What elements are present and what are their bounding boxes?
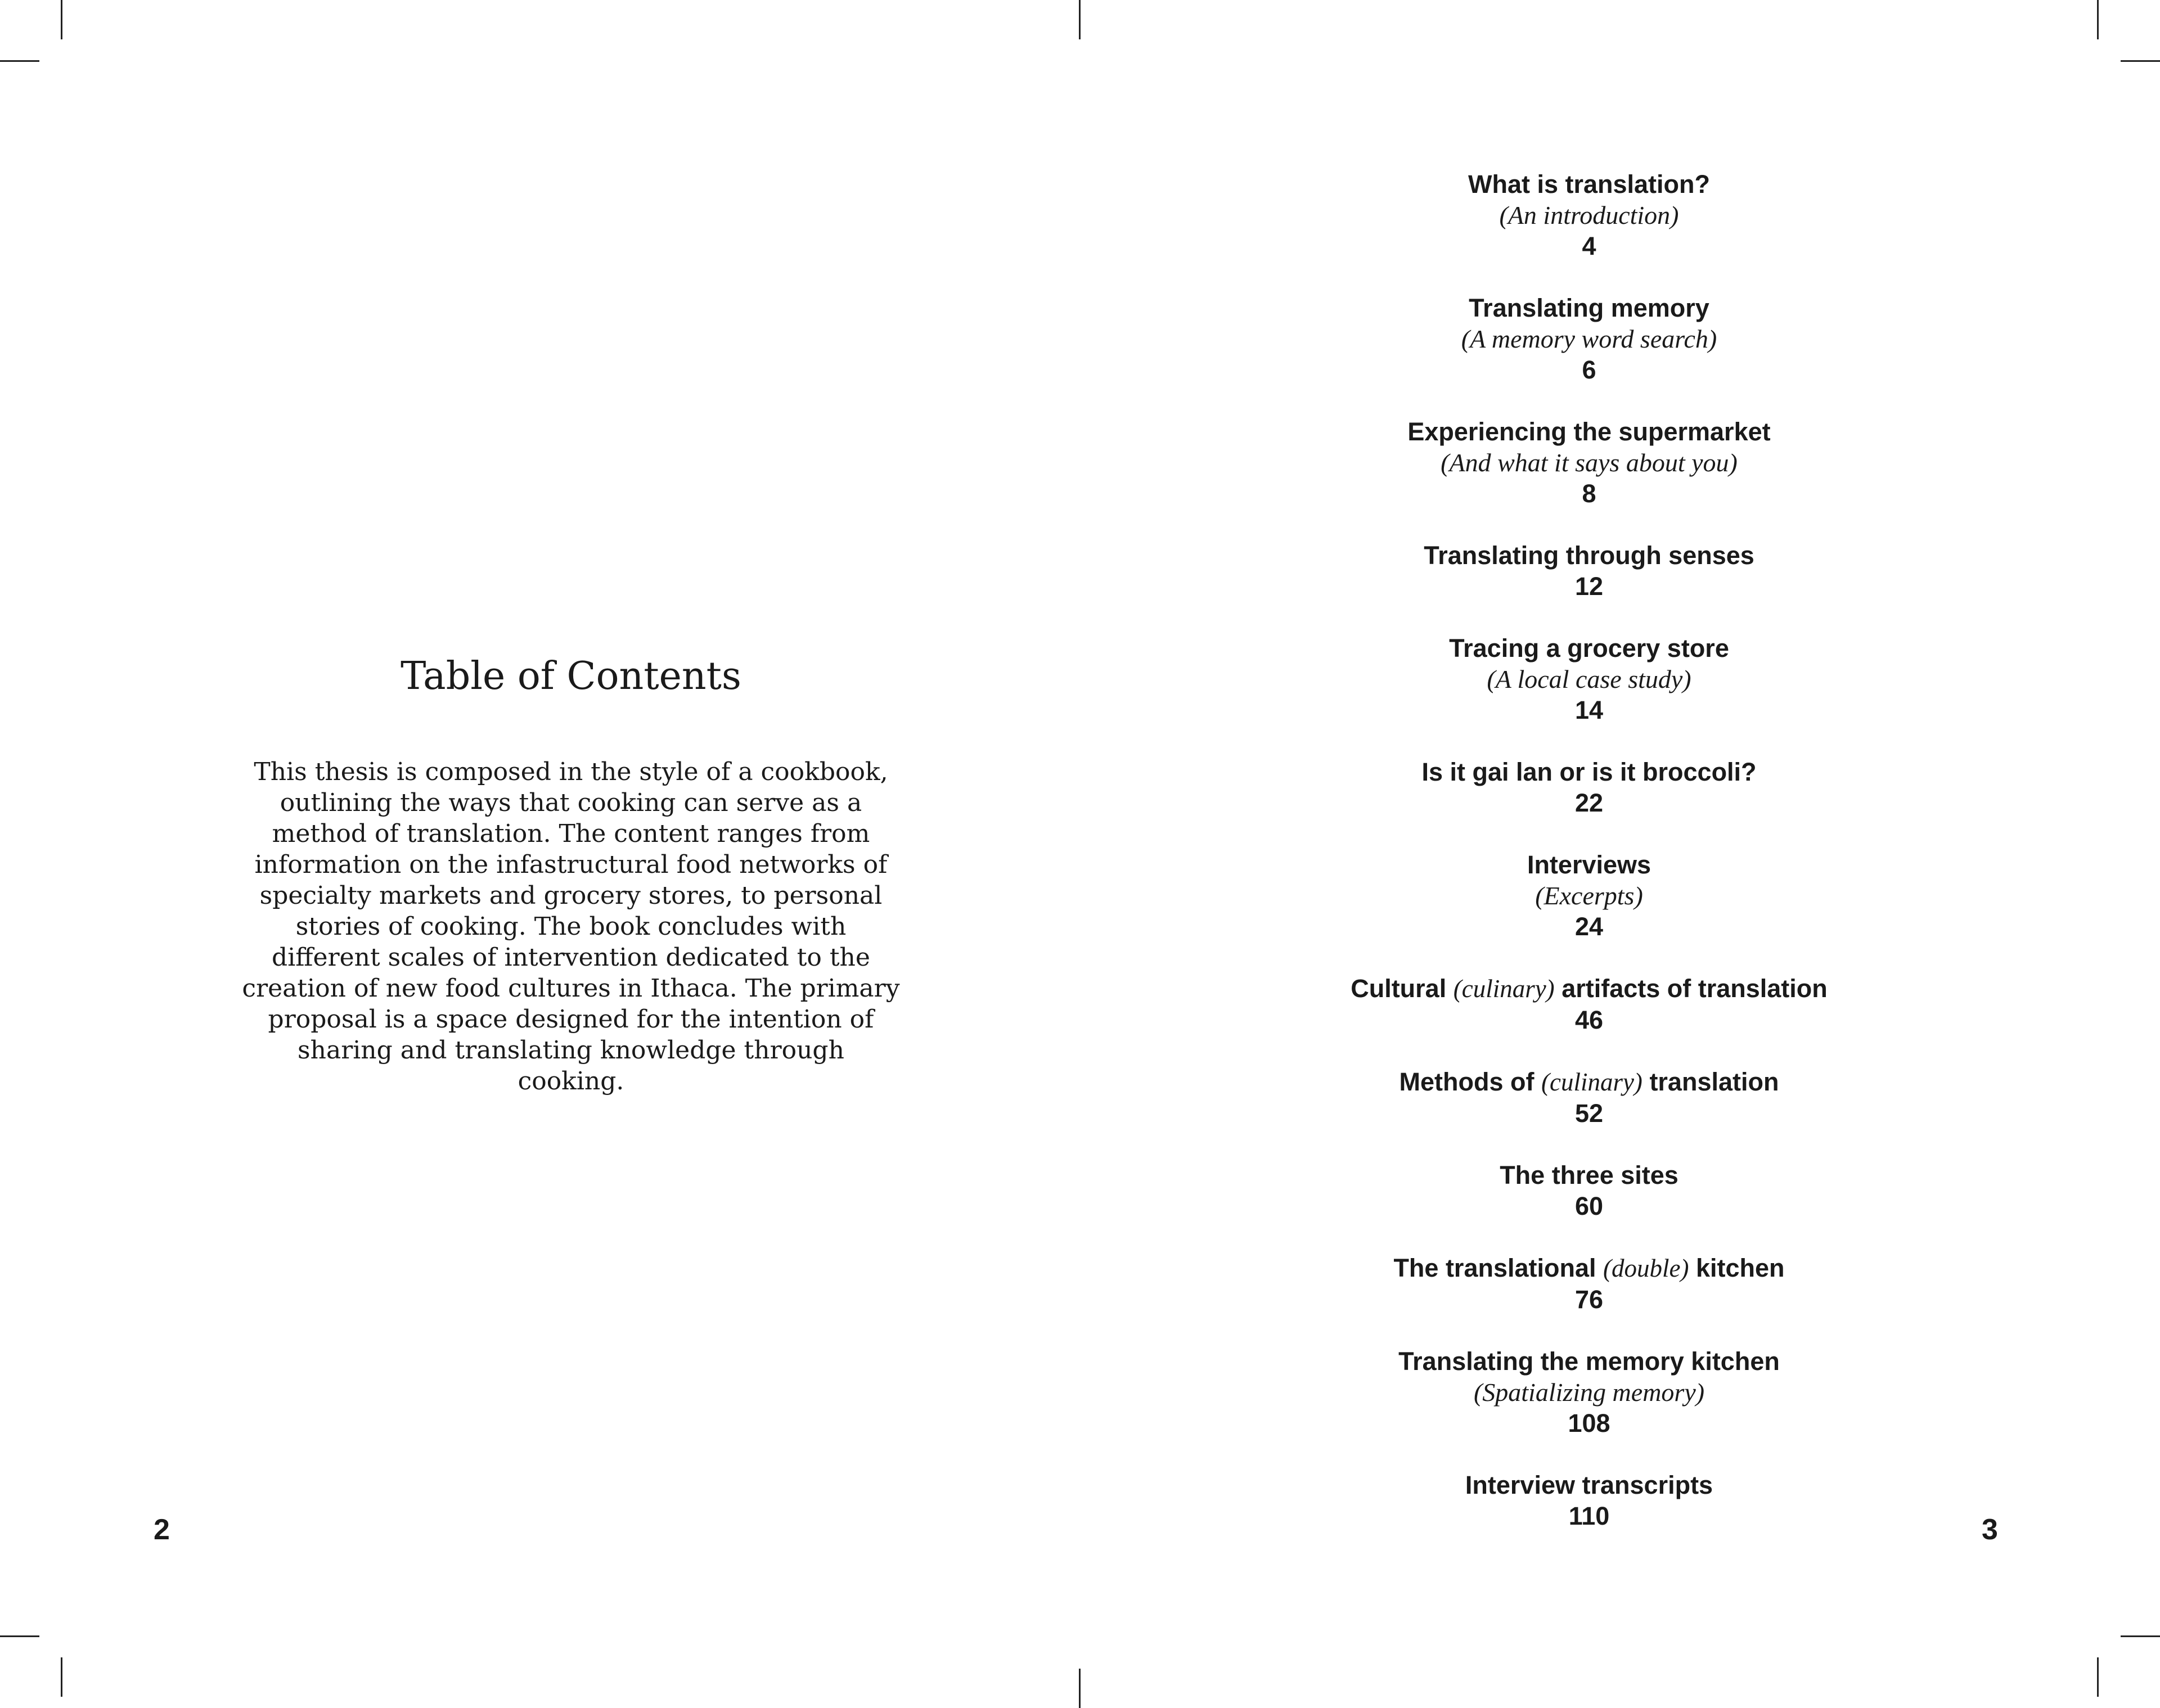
toc-entry[interactable]: [1294, 1160, 1884, 1222]
crop-mark: [1079, 1669, 1081, 1708]
toc-entry-subtitle: (And what it says about you): [1441, 448, 1738, 477]
toc-entry[interactable]: [1294, 1066, 1884, 1129]
toc-entry-title-italic: (culinary): [1541, 1068, 1642, 1096]
toc-entry-title-start: The translational: [1393, 1254, 1596, 1282]
toc-entry-title: Experiencing the supermarket: [1407, 417, 1771, 446]
toc-entry-title-italic: (culinary): [1453, 975, 1555, 1003]
toc-entry-title: [1294, 973, 1884, 1004]
left-page-content: [242, 652, 900, 1097]
toc-entry-title-end: kitchen: [1696, 1254, 1785, 1282]
toc-entry-title: The three sites: [1500, 1161, 1678, 1189]
toc-entry[interactable]: [1294, 540, 1884, 602]
toc-entry-page: 8: [1582, 479, 1596, 508]
toc-entry-page: 22: [1574, 788, 1604, 817]
page-title: Table of Contents: [400, 654, 741, 698]
left-page-number: 2: [154, 1513, 170, 1546]
crop-mark: [2121, 1635, 2160, 1637]
toc-entry-page: 52: [1574, 1099, 1604, 1128]
toc-entry-title: Interviews: [1527, 850, 1652, 879]
toc-entry[interactable]: [1294, 756, 1884, 818]
toc-entry[interactable]: [1294, 973, 1884, 1035]
toc-entry[interactable]: [1294, 633, 1884, 725]
toc-entry-title-italic: (double): [1603, 1254, 1689, 1282]
toc-entry-page: 110: [1568, 1502, 1610, 1530]
intro-paragraph: This thesis is composed in the style of a cookbook, outlining the ways that cooking can serve as a method of translation. The content ranges from information on the infastructural food networks of specialty markets and grocery stores, to personal stories of cooking. The book concludes with different scales of intervention dedicated to the creation of new food cultures in Ithaca. The primary proposal is a space designed for the intention of sharing and translating knowledge through cooking.: [242, 758, 900, 1096]
crop-mark: [2121, 60, 2160, 62]
toc-entry-title-start: Cultural: [1351, 974, 1447, 1003]
toc-entry-title: Translating through senses: [1424, 541, 1754, 570]
toc-entry-title: [1294, 1066, 1884, 1098]
toc-entry-page: 6: [1582, 355, 1596, 384]
toc-entry-page: 46: [1574, 1006, 1604, 1034]
toc-entry-subtitle: (Excerpts): [1535, 881, 1643, 910]
crop-mark: [61, 0, 62, 39]
crop-mark: [0, 60, 39, 62]
toc-entry-page: 14: [1574, 696, 1604, 724]
toc-entry-page: 4: [1582, 232, 1596, 260]
crop-mark: [0, 1635, 39, 1637]
toc-entry[interactable]: [1294, 849, 1884, 942]
crop-mark: [2097, 0, 2099, 39]
toc-entry-page: 60: [1574, 1192, 1604, 1220]
toc-entry-title: Is it gai lan or is it broccoli?: [1421, 758, 1757, 786]
toc-entry-title-end: translation: [1649, 1067, 1779, 1096]
toc-list: [1294, 169, 1884, 1562]
toc-entry-subtitle: (A local case study): [1487, 665, 1691, 693]
toc-entry-page: 12: [1574, 572, 1604, 601]
crop-mark: [1079, 0, 1081, 39]
toc-entry[interactable]: [1294, 1346, 1884, 1439]
crop-mark: [61, 1657, 62, 1697]
toc-entry-page: 76: [1574, 1285, 1604, 1314]
toc-entry[interactable]: [1294, 1470, 1884, 1531]
toc-entry[interactable]: [1294, 1252, 1884, 1315]
toc-entry-title: Translating memory: [1469, 294, 1709, 322]
toc-entry-page: 108: [1568, 1409, 1610, 1437]
toc-entry[interactable]: [1294, 292, 1884, 385]
toc-entry-title-end: artifacts of translation: [1562, 974, 1828, 1003]
toc-entry-title-start: Methods of: [1399, 1067, 1534, 1096]
toc-entry-title: What is translation?: [1468, 170, 1711, 199]
right-page-number: 3: [1982, 1513, 1998, 1546]
toc-entry-title: Translating the memory kitchen: [1398, 1347, 1780, 1376]
toc-entry-title: Tracing a grocery store: [1449, 634, 1729, 663]
toc-entry-subtitle: (A memory word search): [1461, 325, 1717, 353]
toc-entry-page: 24: [1574, 912, 1604, 941]
toc-entry-title: [1294, 1252, 1884, 1284]
toc-entry[interactable]: [1294, 169, 1884, 262]
crop-mark: [2097, 1657, 2099, 1697]
toc-entry[interactable]: [1294, 416, 1884, 509]
toc-entry-subtitle: (An introduction): [1499, 201, 1679, 229]
toc-entry-subtitle: (Spatializing memory): [1473, 1378, 1705, 1407]
toc-entry-title: Interview transcripts: [1465, 1471, 1713, 1499]
